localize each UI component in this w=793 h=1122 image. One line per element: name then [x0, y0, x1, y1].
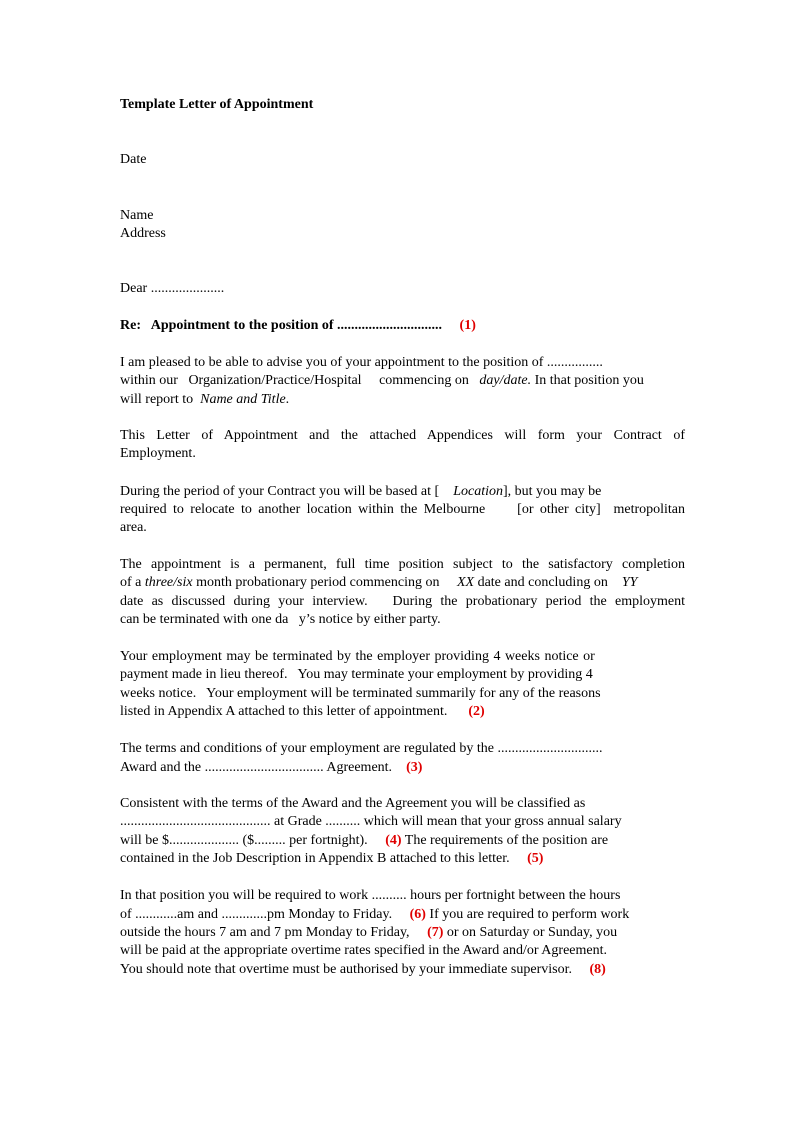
p8-line5 — [120, 961, 606, 979]
date-label: Date — [120, 152, 147, 167]
p7-line3-text: will be $.................... ($......... per fortnight). — [120, 833, 368, 848]
p4-line4: can be terminated with one da y’s notice by either party. — [120, 612, 441, 627]
p4-three-six: three/six — [144, 575, 193, 590]
p8-line3 — [120, 924, 617, 942]
p3-location: Location — [453, 484, 503, 499]
p8-line3-b: or on Saturday or Sunday, you — [443, 925, 618, 940]
reference-marker-7: (7) — [427, 925, 444, 940]
p1-line3-a: will report to — [120, 392, 201, 407]
name-label: Name — [120, 208, 154, 223]
reference-marker-4: (4) — [385, 833, 402, 848]
p6-line1: The terms and conditions of your employment are regulated by the .............................. — [120, 741, 603, 756]
reference-marker-6: (6) — [409, 907, 426, 922]
p7-line4 — [120, 850, 543, 868]
p8-line2-a: of ............am and .............pm Monday to Friday. — [120, 907, 393, 922]
p8-line2 — [120, 906, 629, 924]
reference-marker-5: (5) — [527, 851, 544, 866]
p1-line2-c: In that position you — [531, 373, 644, 388]
p4-line2-e: date and concluding on — [474, 575, 622, 590]
p6-line2 — [120, 759, 422, 777]
subject-line — [120, 317, 476, 335]
p1-name-and-title: Name and Title — [200, 392, 286, 407]
p8-line4: will be paid at the appropriate overtime rates specified in the Award and/or Agreement. — [120, 943, 607, 958]
p8-line2-b: If you are required to perform work — [425, 907, 630, 922]
p4-line2 — [120, 574, 637, 592]
document-title: Template Letter of Appointment — [120, 97, 314, 112]
p4-line2-a: of a — [120, 575, 145, 590]
p1-line2-a: within our Organization/Practice/Hospital commencing on — [120, 373, 480, 388]
p7-line1: Consistent with the terms of the Award and the Agreement you will be classified as — [120, 796, 586, 811]
reference-marker-1: (1) — [459, 318, 476, 333]
p3-line1-c: ], but you may be — [502, 484, 602, 499]
p8-line3-a: outside the hours 7 am and 7 pm Monday to Friday, — [120, 925, 410, 940]
p3-line1-a: During the period of your Contract you will be based at [ — [120, 484, 454, 499]
p7-line3-b: The requirements of the position are — [401, 833, 609, 848]
p1-line2 — [120, 372, 644, 390]
p4-xx: XX — [456, 575, 475, 590]
address-label: Address — [120, 226, 166, 241]
p3-line3: area. — [120, 520, 147, 535]
p2-line1: This Letter of Appointment and the attached Appendices will form your Contract of — [120, 428, 685, 443]
subject-re: Re: — [120, 318, 141, 333]
p7-line3 — [120, 832, 608, 850]
p5-line3: weeks notice. Your employment will be terminated summarily for any of the reasons — [120, 686, 601, 701]
p4-line3: date as discussed during your interview. During the probationary period the employment — [120, 594, 685, 609]
p2-line2: Employment. — [120, 446, 196, 461]
p4-line1: The appointment is a permanent, full time position subject to the satisfactory completion — [120, 557, 685, 572]
p5-line1: Your employment may be terminated by the employer providing 4 weeks notice or — [120, 649, 595, 664]
p8-line5-text: You should note that overtime must be authorised by your immediate supervisor. — [120, 962, 572, 977]
p1-line3 — [120, 391, 289, 409]
p7-line2: ........................................... at Grade .......... which will mean that your gross annual salary — [120, 814, 622, 829]
reference-marker-2: (2) — [468, 704, 485, 719]
p4-line2-c: month probationary period commencing on — [192, 575, 457, 590]
reference-marker-8: (8) — [589, 962, 606, 977]
p1-line1: I am pleased to be able to advise you of your appointment to the position of ................ — [120, 355, 603, 370]
p3-line2: required to relocate to another location within the Melbourne [or other city] metropolitan — [120, 502, 685, 517]
p4-yy: YY — [621, 575, 638, 590]
salutation: Dear ..................... — [120, 281, 225, 296]
p6-line2-text: Award and the .................................. Agreement. — [120, 760, 393, 775]
p5-line2: payment made in lieu thereof. You may terminate your employment by providing 4 — [120, 667, 593, 682]
p5-line4-text: listed in Appendix A attached to this letter of appointment. — [120, 704, 448, 719]
p1-line3-c: . — [285, 392, 290, 407]
reference-marker-3: (3) — [406, 760, 423, 775]
p1-day-date: day/date. — [479, 373, 532, 388]
p8-line1: In that position you will be required to work .......... hours per fortnight between the hours — [120, 888, 621, 903]
p3-line1 — [120, 483, 601, 501]
p7-line4-text: contained in the Job Description in Appendix B attached to this letter. — [120, 851, 510, 866]
subject-text: Appointment to the position of .............................. — [150, 318, 443, 333]
p5-line4 — [120, 703, 485, 721]
